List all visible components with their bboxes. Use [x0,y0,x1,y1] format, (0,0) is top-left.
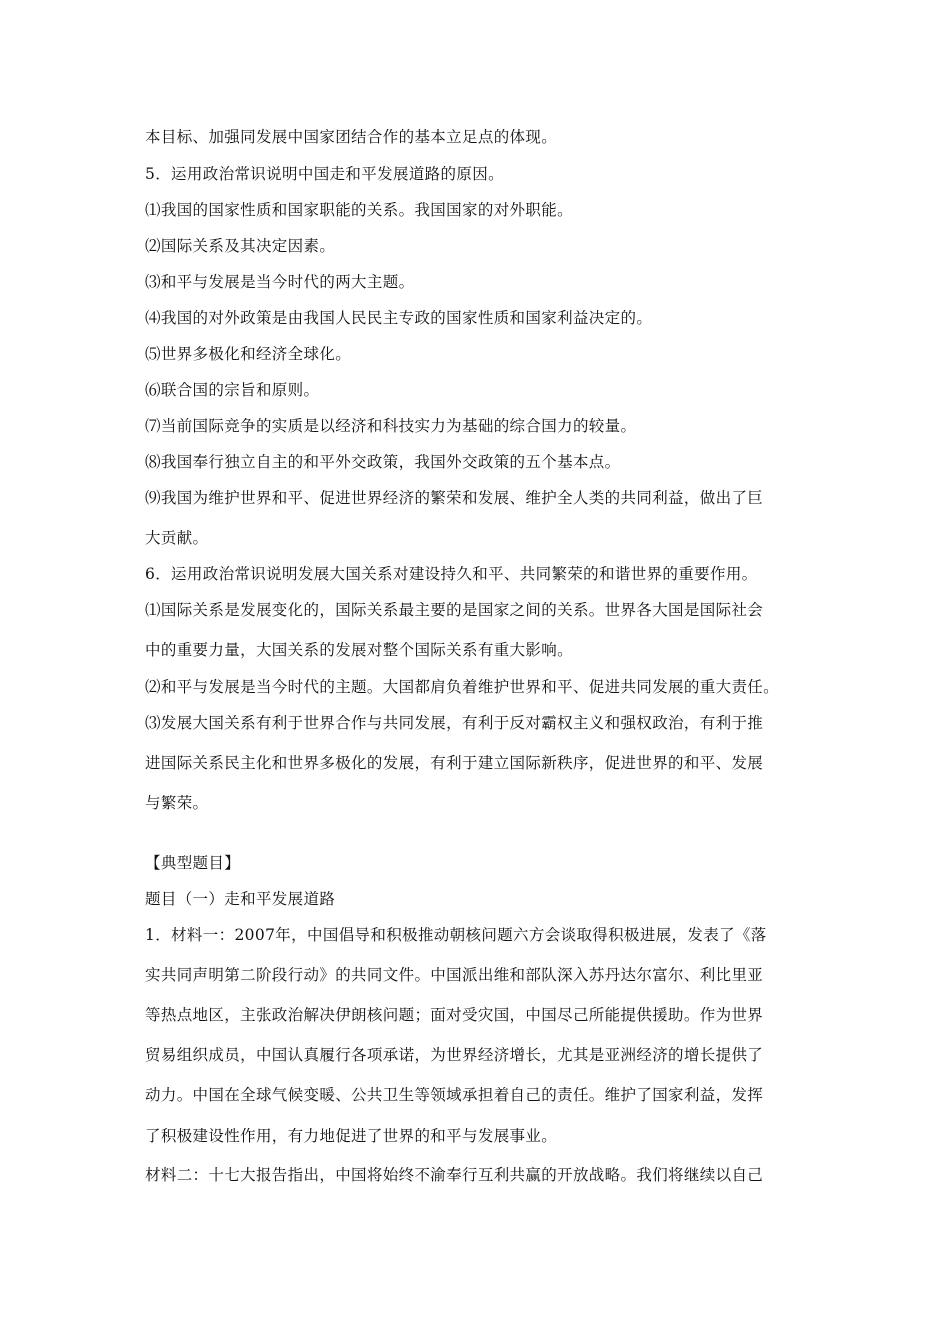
question-paragraph-line: 了积极建设性作用，有力地促进了世界的和平与发展事业。 [145,1127,558,1145]
question-paragraph-line: 动力。中国在全球气候变暖、公共卫生等领域承担着自己的责任。维护了国家利益，发挥 [145,1086,764,1104]
list-item-continuation: 进国际关系民主化和世界多极化的发展，有利于建立国际新秩序，促进世界的和平、发展 [145,754,764,772]
section-heading-5: 5．运用政治常识说明中国走和平发展道路的原因。 [145,165,504,183]
question-paragraph-line: 等热点地区，主张政治解决伊朗核问题；面对受灾国，中国尽己所能提供援助。作为世界 [145,1006,764,1024]
paragraph-line: 本目标、加强同发展中国家团结合作的基本立足点的体现。 [145,128,558,146]
list-item: ⑸世界多极化和经济全球化。 [145,345,352,363]
list-item: ⑷我国的对外政策是由我国人民民主专政的国家性质和国家利益决定的。 [145,309,653,327]
question-paragraph-line: 材料二：十七大报告指出，中国将始终不渝奉行互利共赢的开放战略。我们将继续以自己 [145,1166,764,1184]
question-group-title: 题目（一）走和平发展道路 [145,890,336,908]
list-item: ⑻我国奉行独立自主的和平外交政策，我国外交政策的五个基本点。 [145,453,621,471]
list-item: ⑹联合国的宗旨和原则。 [145,381,320,399]
list-item: ⑵国际关系及其决定因素。 [145,237,336,255]
list-item: ⑵和平与发展是当今时代的主题。大国都肩负着维护世界和平、促进共同发展的重大责任。 [145,678,780,696]
list-item: ⑴国际关系是发展变化的，国际关系最主要的是国家之间的关系。世界各大国是国际社会 [145,601,764,619]
question-paragraph-line: 1．材料一：2007年，中国倡导和积极推动朝核问题六方会谈取得积极进展，发表了《落 [145,926,767,944]
typical-questions-heading: 【典型题目】 [145,854,241,872]
list-item: ⑺当前国际竞争的实质是以经济和科技实力为基础的综合国力的较量。 [145,417,637,435]
list-item: ⑶和平与发展是当今时代的两大主题。 [145,273,415,291]
question-paragraph-line: 贸易组织成员，中国认真履行各项承诺，为世界经济增长，尤其是亚洲经济的增长提供了 [145,1046,764,1064]
list-item-continuation: 中的重要力量，大国关系的发展对整个国际关系有重大影响。 [145,641,573,659]
list-item: ⑼我国为维护世界和平、促进世界经济的繁荣和发展、维护全人类的共同利益，做出了巨 [145,489,764,507]
question-paragraph-line: 实共同声明第二阶段行动》的共同文件。中国派出维和部队深入苏丹达尔富尔、利比里亚 [145,966,764,984]
list-item: ⑴我国的国家性质和国家职能的关系。我国国家的对外职能。 [145,201,573,219]
section-heading-6: 6．运用政治常识说明发展大国关系对建设持久和平、共同繁荣的和谐世界的重要作用。 [145,565,758,583]
list-item-continuation: 与繁荣。 [145,794,209,812]
list-item-continuation: 大贡献。 [145,529,209,547]
list-item: ⑶发展大国关系有利于世界合作与共同发展，有利于反对霸权主义和强权政治，有利于推 [145,714,764,732]
